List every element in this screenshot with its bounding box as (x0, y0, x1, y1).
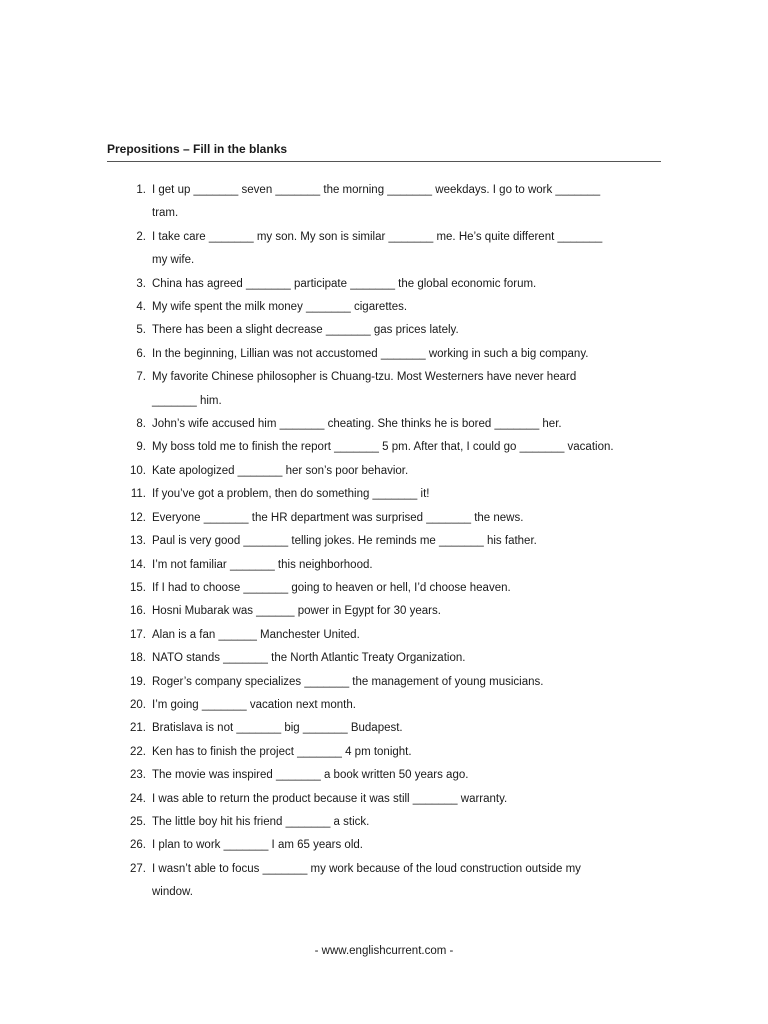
exercise-number: 11. (130, 488, 146, 501)
exercise-number: 24. (130, 792, 146, 805)
exercise-number: 7. (136, 371, 146, 384)
exercise-item (107, 460, 667, 483)
exercise-sentence: There has been a slight decrease _______ gas prices lately. (152, 324, 459, 337)
exercise-number: 6. (136, 347, 146, 360)
exercise-number: 12. (130, 511, 146, 524)
exercise-sentence: I get up _______ seven _______ the morning _______ weekdays. I go to work _______ (152, 184, 601, 196)
exercise-sentence: John’s wife accused him _______ cheating. She thinks he is bored _______ her. (152, 418, 562, 431)
exercise-sentence: Kate apologized _______ her son’s poor behavior. (152, 464, 409, 477)
exercise-sentence-continued: window. (152, 886, 193, 899)
exercise-number: 27. (130, 862, 146, 875)
title-divider (107, 161, 661, 162)
exercise-item (107, 554, 667, 577)
exercise-item (107, 811, 667, 834)
exercise-item (107, 858, 667, 905)
exercise-number: 21. (130, 722, 146, 735)
exercise-number: 18. (130, 652, 146, 665)
exercise-number: 25. (130, 815, 146, 828)
exercise-sentence: Alan is a fan ______ Manchester United. (152, 628, 360, 641)
exercise-sentence: China has agreed _______ participate _______ the global economic forum. (152, 277, 537, 290)
exercise-item (107, 530, 667, 553)
exercise-item (107, 764, 667, 787)
exercise-item (107, 600, 667, 623)
exercise-number: 26. (130, 839, 146, 852)
exercise-item (107, 296, 667, 319)
exercise-item (107, 483, 667, 506)
exercise-sentence: Everyone _______ the HR department was surprised _______ the news. (152, 511, 524, 524)
exercise-item (107, 577, 667, 600)
exercise-number: 13. (130, 535, 146, 548)
exercise-sentence: My wife spent the milk money _______ cigarettes. (152, 301, 408, 314)
exercise-item (107, 226, 667, 273)
exercise-sentence-continued: tram. (152, 207, 179, 220)
exercise-item (107, 273, 667, 296)
exercise-sentence: I’m going _______ vacation next month. (152, 698, 356, 711)
exercise-item (107, 319, 667, 342)
exercise-item (107, 834, 667, 857)
footer-website: - www.englishcurrent.com - (314, 945, 454, 957)
exercise-number: 5. (136, 324, 146, 337)
exercise-sentence: I wasn’t able to focus _______ my work because of the loud construction outside my (152, 862, 581, 875)
exercise-number: 23. (130, 769, 146, 782)
exercise-number: 15. (130, 581, 146, 594)
exercise-sentence: I take care _______ my son. My son is similar _______ me. He’s quite different _______ (152, 230, 603, 243)
exercise-number: 8. (136, 418, 146, 431)
exercise-number: 14. (130, 558, 146, 571)
exercise-number: 1. (136, 184, 146, 196)
exercise-sentence: My boss told me to finish the report _______ 5 pm. After that, I could go _______ vacation. (152, 441, 614, 454)
exercise-sentence: If you’ve got a problem, then do something _______ it! (152, 488, 430, 501)
exercise-item (107, 436, 667, 459)
exercise-sentence: I’m not familiar _______ this neighborhood. (152, 558, 373, 571)
exercise-item (107, 647, 667, 670)
exercise-sentence: NATO stands _______ the North Atlantic Treaty Organization. (152, 652, 466, 665)
exercise-item (107, 343, 667, 366)
exercise-number: 10. (130, 464, 146, 477)
exercise-sentence: I was able to return the product because it was still _______ warranty. (152, 792, 508, 805)
worksheet-title: Prepositions – Fill in the blanks (107, 142, 288, 156)
exercise-item (107, 788, 667, 811)
exercise-item (107, 624, 667, 647)
exercise-sentence-continued: _______ him. (152, 394, 222, 407)
exercise-sentence: The little boy hit his friend _______ a stick. (152, 815, 370, 828)
exercise-number: 3. (136, 277, 146, 290)
exercise-sentence-continued: my wife. (152, 254, 195, 267)
exercise-number: 16. (130, 605, 146, 618)
exercise-number: 2. (136, 230, 146, 243)
exercise-sentence: Paul is very good _______ telling jokes. He reminds me _______ his father. (152, 535, 537, 548)
exercise-item (107, 694, 667, 717)
exercise-item (107, 507, 667, 530)
exercise-item (107, 179, 667, 226)
exercise-item (107, 366, 667, 413)
exercise-sentence: I plan to work _______ I am 65 years old. (152, 839, 363, 852)
exercise-sentence: Hosni Mubarak was ______ power in Egypt for 30 years. (152, 605, 441, 618)
exercise-number: 20. (130, 698, 146, 711)
exercise-sentence: The movie was inspired _______ a book written 50 years ago. (152, 769, 469, 782)
exercise-number: 9. (136, 441, 146, 454)
exercise-sentence: If I had to choose _______ going to heaven or hell, I’d choose heaven. (152, 581, 511, 594)
exercise-number: 22. (130, 745, 146, 758)
exercise-item (107, 413, 667, 436)
exercise-item (107, 671, 667, 694)
exercise-sentence: Bratislava is not _______ big _______ Budapest. (152, 722, 403, 735)
exercise-sentence: Ken has to finish the project _______ 4 pm tonight. (152, 745, 412, 758)
exercise-sentence: Roger’s company specializes _______ the management of young musicians. (152, 675, 544, 688)
exercise-number: 4. (136, 301, 146, 314)
exercise-item (107, 717, 667, 740)
exercise-sentence: My favorite Chinese philosopher is Chuang-tzu. Most Westerners have never heard (152, 371, 577, 384)
exercise-sentence: In the beginning, Lillian was not accustomed _______ working in such a big company. (152, 347, 589, 360)
exercise-number: 19. (130, 675, 146, 688)
exercise-number: 17. (130, 628, 146, 641)
exercise-item (107, 741, 667, 764)
exercise-list (107, 179, 667, 905)
